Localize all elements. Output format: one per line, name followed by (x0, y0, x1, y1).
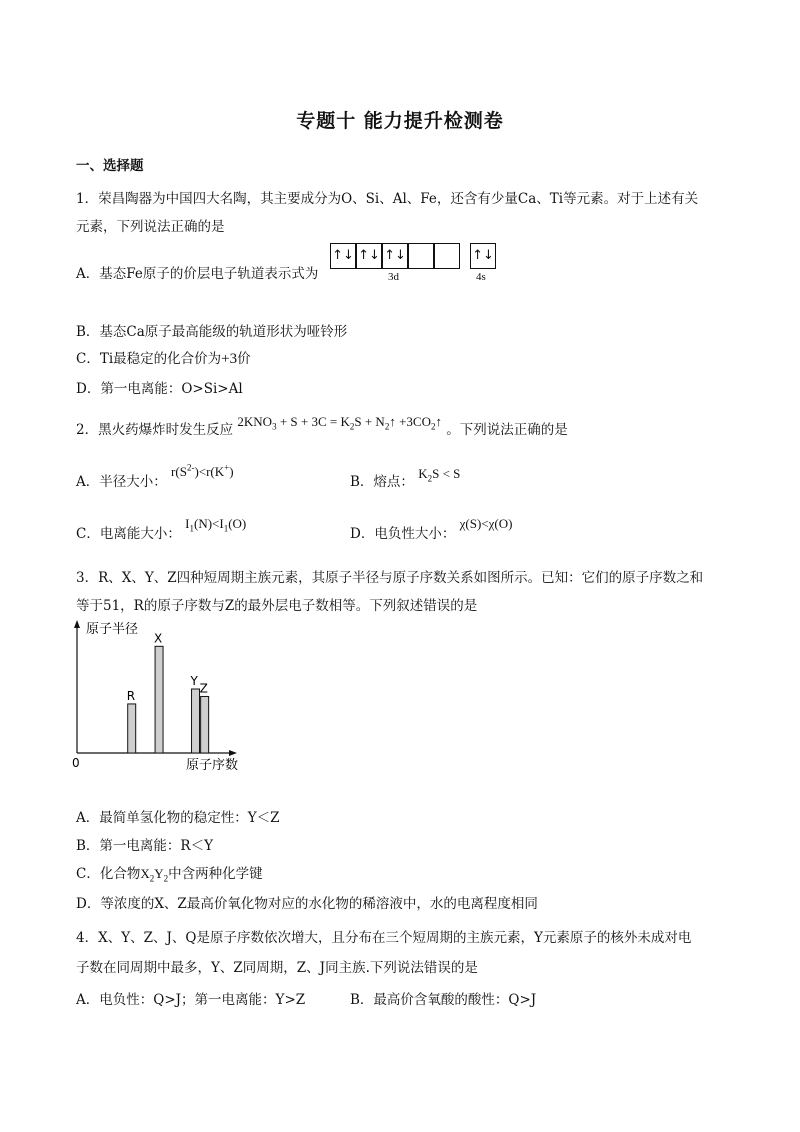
q4-option-a: A．电负性：Q>J；第一电离能：Y>Z (76, 992, 306, 1008)
bar-label-x: X (154, 631, 163, 646)
q1-option-d: D．第一电离能：O>Si>Al (76, 381, 243, 397)
orbital-3d-box: ↑↓ (330, 243, 356, 269)
bar-z (201, 696, 209, 753)
q2-option-c-formula: $I_1(N)<I_1(O)$ (185, 516, 247, 534)
q3-stem-line1: 3．R、X、Y、Z四种短周期主族元素，其原子半径与原子序数关系如图所示。已知：它们的原子序数之和 (76, 570, 704, 586)
q3-option-b: B．第一电离能：R＜Y (76, 838, 213, 854)
bar-y (192, 689, 200, 753)
x-axis-arrow-icon (229, 750, 237, 756)
bar-r (128, 704, 136, 753)
bar-label-r: R (126, 688, 136, 703)
q3-option-c (76, 862, 263, 884)
radius-chart (60, 615, 260, 775)
q3-option-d: D．等浓度的X、Z最高价氧化物对应的水化物的稀溶液中，水的电离程度相同 (76, 896, 538, 912)
q4-stem-line1: 4．X、Y、Z、J、Q是原子序数依次增大，且分布在三个短周期的主族元素，Y元素原子的核外未成对电 (76, 930, 692, 946)
q2-option-a-label: A．半径大小： (76, 474, 167, 490)
origin-label: 0 (72, 756, 80, 770)
q3-stem-line2: 等于51，R的原子序数与Z的最外层电子数相等。下列叙述错误的是 (76, 598, 478, 614)
bar-label-z: Z (199, 681, 208, 696)
orbital-3d-box: ↑↓ (356, 243, 382, 269)
q1-option-c-suffix: 价 (237, 351, 251, 367)
q2-option-b-formula: $K_2S < S$ (418, 466, 461, 484)
q2-option-d (350, 516, 513, 542)
orbital-3d-box (408, 243, 434, 269)
q1-stem-line2: 元素，下列说法正确的是 (76, 219, 225, 235)
orbital-3d-box: ↑↓ (382, 243, 408, 269)
q2-equation: $2KNO_3 + S + 3C = K_2S$ + $N_2↑$ $+3CO_2↑$ (237, 414, 442, 432)
orbital-4s-box: ↑↓ (470, 243, 496, 269)
bar-x (155, 646, 163, 753)
q2-stem (76, 414, 568, 440)
bar-label-y: Y (190, 674, 198, 688)
orbital-3d-label: 3d (388, 271, 399, 283)
q1-option-c-text: C．Ti最稳定的化合价为 (76, 351, 222, 367)
q2-stem-suffix: 。下列说法正确的是 (446, 422, 568, 438)
q1-option-a: A．基态Fe原子的价层电子轨道表示式为 (76, 266, 319, 282)
q3-option-c-text: C．化合物 (76, 866, 141, 882)
q2-option-b-label: B．熔点： (350, 474, 414, 490)
q2-option-c (76, 516, 247, 544)
y-axis-arrow-icon (74, 620, 80, 628)
orbital-3d-box (434, 243, 460, 269)
page-title: 专题十 能力提升检测卷 (296, 110, 504, 132)
q3-option-c-suffix: 中含两种化学键 (168, 866, 263, 882)
section-heading: 一、选择题 (76, 158, 144, 174)
q3-option-c-formula: $X_2Y_2$ (140, 866, 169, 884)
q1-option-c (76, 347, 251, 368)
q2-option-a (76, 462, 234, 490)
q2-stem-text: 2．黑火药爆炸时发生反应 (76, 422, 234, 438)
q2-option-b (350, 466, 461, 492)
q2-option-d-formula: χ(S)<χ(O) (459, 516, 513, 531)
q1-option-b: B．基态Ca原子最高能级的轨道形状为哑铃形 (76, 324, 348, 340)
q3-option-a: A．最简单氢化物的稳定性：Y＜Z (76, 810, 280, 826)
q1-stem-line1: 1．荣昌陶器为中国四大名陶，其主要成分为O、Si、Al、Fe，还含有少量Ca、Ti等元素。对于上述有关 (76, 191, 699, 207)
q4-stem-line2: 子数在同周期中最多，Y、Z同周期，Z、J同主族.下列说法错误的是 (76, 960, 478, 976)
orbital-4s-label: 4s (476, 271, 486, 283)
y-axis-label: 原子半径 (86, 622, 139, 637)
q2-option-a-formula: $r(S^{2-})<r(K^+)$ (171, 462, 234, 479)
q2-option-d-label: D．电负性大小： (350, 526, 456, 542)
q1-option-c-value: +3 (221, 351, 238, 367)
x-axis-label: 原子序数 (186, 758, 239, 773)
q4-option-b: B．最高价含氧酸的酸性：Q>J (350, 992, 537, 1008)
q2-option-c-label: C．电离能大小： (76, 526, 181, 542)
